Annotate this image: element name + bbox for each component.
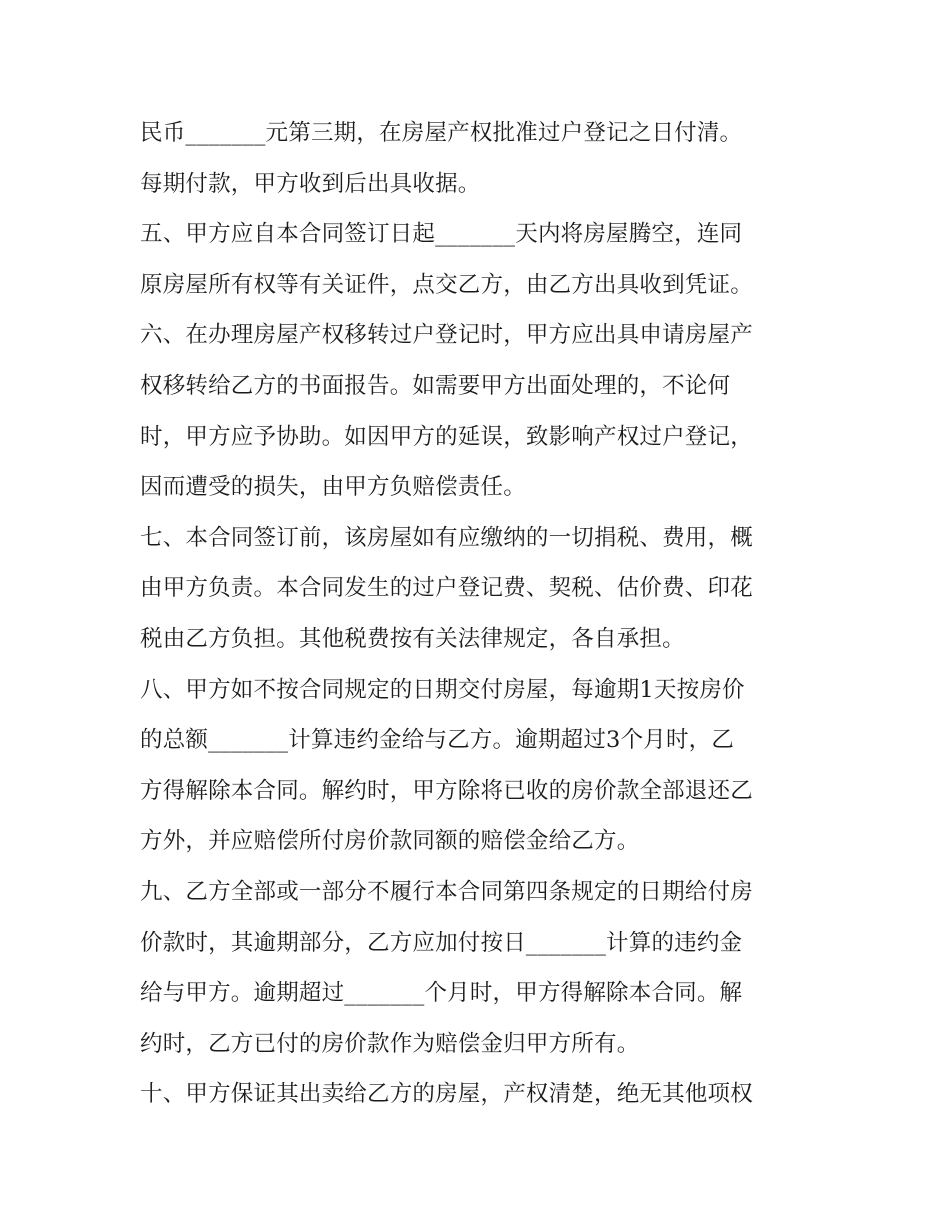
text-line: 的总额_______计算违约金给与乙方。逾期超过3个月时，乙 [140,727,735,754]
text-line: 由甲方负责。本合同发生的过户登记费、契税、估价费、印花 [140,575,753,602]
text-line: 每期付款，甲方收到后出具收据。 [140,170,481,197]
text-line: 八、甲方如不按合同规定的日期交付房屋，每逾期1天按房价 [140,676,745,703]
text-line: 五、甲方应自本合同签订日起_______天内将房屋腾空，连同 [140,221,743,248]
text-line: 六、在办理房屋产权移转过户登记时，甲方应出具申请房屋产 [140,322,753,349]
text-line: 方外，并应赔偿所付房价款同额的赔偿金给乙方。 [140,828,640,855]
contract-body [140,108,820,1120]
text-line: 时，甲方应予协助。如因甲方的延误，致影响产权过户登记， [140,423,753,450]
text-line: 民币_______元第三期，在房屋产权批准过户登记之日付清。 [140,120,743,146]
text-line: 价款时，其逾期部分，乙方应加付按日_______计算的违约金 [140,929,743,956]
text-line: 因而遭受的损失，由甲方负赔偿责任。 [140,474,526,501]
text-line: 权移转给乙方的书面报告。如需要甲方出面处理的，不论何 [140,372,731,399]
text-line: 约时，乙方已付的房价款作为赔偿金归甲方所有。 [140,1030,640,1057]
text-line: 原房屋所有权等有关证件，点交乙方，由乙方出具收到凭证。 [140,271,753,298]
text-line: 九、乙方全部或一部分不履行本合同第四条规定的日期给付房 [140,878,753,905]
text-line: 税由乙方负担。其他税费按有关法律规定，各自承担。 [140,625,685,652]
text-line: 方得解除本合同。解约时，甲方除将已收的房价款全部退还乙 [140,777,753,804]
text-line: 给与甲方。逾期超过_______个月时，甲方得解除本合同。解 [140,980,743,1007]
text-line: 十、甲方保证其出卖给乙方的房屋，产权清楚，绝无其他项权 [140,1081,753,1108]
text-line: 七、本合同签订前，该房屋如有应缴纳的一切捐税、费用，概 [140,524,753,551]
